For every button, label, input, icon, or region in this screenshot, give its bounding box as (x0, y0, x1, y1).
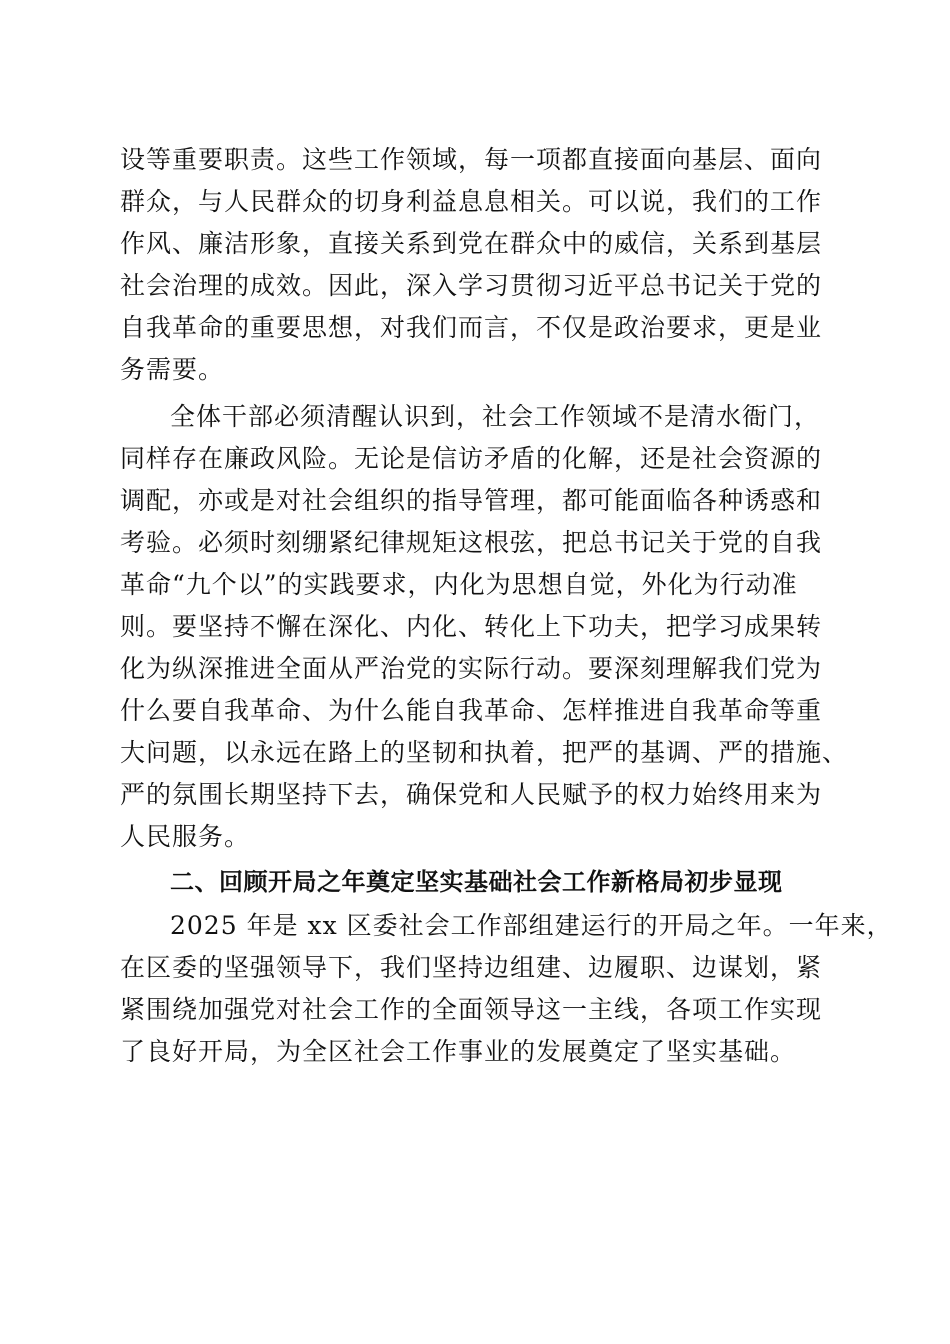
text-line: 紧围绕加强党对社会工作的全面领导这一主线，各项工作实现 (120, 995, 823, 1024)
text-line: 全体干部必须清醒认识到，社会工作领域不是清水衙门， (170, 402, 821, 431)
text-line: 自我革命的重要思想，对我们而言，不仅是政治要求，更是业 (120, 313, 823, 342)
text-line: 在区委的坚强领导下，我们坚持边组建、边履职、边谋划，紧 (120, 953, 823, 982)
text-line: 社会治理的成效。因此，深入学习贯彻习近平总书记关于党的 (120, 271, 823, 300)
text-line: 设等重要职责。这些工作领域，每一项都直接面向基层、面向 (120, 145, 823, 174)
text-line: 群众，与人民群众的切身利益息息相关。可以说，我们的工作 (120, 187, 823, 216)
text-line: 了良好开局，为全区社会工作事业的发展奠定了坚实基础。 (120, 1037, 797, 1066)
text-line: 大问题，以永远在路上的坚韧和执着，把严的基调、严的措施、 (120, 738, 849, 767)
text-line: 则。要坚持不懈在深化、内化、转化上下功夫，把学习成果转 (120, 612, 823, 641)
text-line: 务需要。 (120, 355, 225, 384)
text-line: 革命“九个以”的实践要求，内化为思想自觉，外化为行动准 (120, 570, 798, 599)
text-line: 调配，亦或是对社会组织的指导管理，都可能面临各种诱惑和 (120, 486, 823, 515)
section-heading: 二、回顾开局之年奠定坚实基础社会工作新格局初步显现 (170, 868, 783, 896)
text-line: 考验。必须时刻绷紧纪律规矩这根弦，把总书记关于党的自我 (120, 528, 823, 557)
text-line: 同样存在廉政风险。无论是信访矛盾的化解，还是社会资源的 (120, 444, 823, 473)
text-line: 2025 年是 xx 区委社会工作部组建运行的开局之年。一年来， (170, 911, 893, 940)
text-line: 严的氛围长期坚持下去，确保党和人民赋予的权力始终用来为 (120, 780, 823, 809)
text-line: 作风、廉洁形象，直接关系到党在群众中的威信，关系到基层 (120, 229, 823, 258)
text-line: 什么要自我革命、为什么能自我革命、怎样推进自我革命等重 (120, 696, 823, 725)
text-line: 人民服务。 (120, 822, 251, 851)
text-line: 化为纵深推进全面从严治党的实际行动。要深刻理解我们党为 (120, 654, 823, 683)
